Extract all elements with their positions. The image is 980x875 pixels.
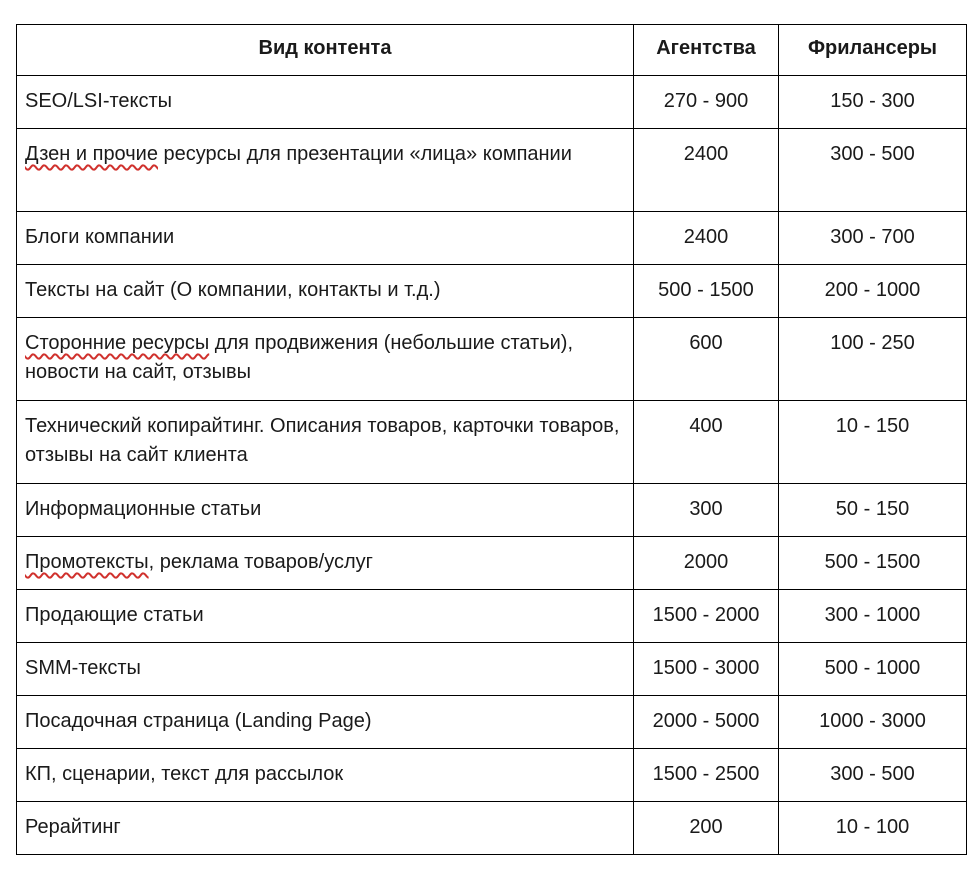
agencies-price-cell: 1500 - 2000 (634, 590, 779, 643)
freelancers-price-cell: 500 - 1500 (779, 537, 967, 590)
content-type-cell (17, 590, 634, 643)
agencies-price-cell: 600 (634, 318, 779, 401)
freelancers-price-cell: 500 - 1000 (779, 643, 967, 696)
freelancers-price-cell: 300 - 500 (779, 749, 967, 802)
freelancers-price-cell: 300 - 700 (779, 212, 967, 265)
agencies-price-cell: 300 (634, 484, 779, 537)
agencies-price-cell: 2000 - 5000 (634, 696, 779, 749)
content-type-cell (17, 401, 634, 484)
content-type-text: , реклама товаров/услуг (148, 551, 373, 573)
content-type-cell (17, 318, 634, 401)
agencies-price-cell: 500 - 1500 (634, 265, 779, 318)
content-type-cell (17, 484, 634, 537)
freelancers-price-cell: 200 - 1000 (779, 265, 967, 318)
spellcheck-underlined-text: Дзен и прочие (25, 143, 158, 165)
content-type-text: Рерайтинг (25, 816, 121, 838)
table-row (17, 212, 967, 265)
content-type-text: SMM-тексты (25, 657, 141, 679)
table-row (17, 643, 967, 696)
table-row (17, 696, 967, 749)
table-row (17, 129, 967, 212)
content-type-text: Блоги компании (25, 226, 175, 248)
spellcheck-underlined-text: Промотексты (25, 551, 149, 573)
table-row (17, 537, 967, 590)
table-row (17, 484, 967, 537)
freelancers-price-cell: 10 - 100 (779, 802, 967, 855)
content-type-cell (17, 643, 634, 696)
table-row (17, 76, 967, 129)
table-row (17, 401, 967, 484)
table-row (17, 318, 967, 401)
content-type-text: для продвижения (небольшие статьи), новости на сайт, отзывы (25, 332, 574, 383)
freelancers-price-cell: 150 - 300 (779, 76, 967, 129)
content-type-text: ресурсы для презентации «лица» компании (157, 143, 572, 165)
price-comparison-table (16, 24, 967, 855)
header-row (17, 25, 967, 76)
agencies-price-cell: 400 (634, 401, 779, 484)
agencies-price-cell: 200 (634, 802, 779, 855)
freelancers-price-cell: 300 - 1000 (779, 590, 967, 643)
content-type-text: SEO/LSI-тексты (25, 90, 173, 112)
table-row (17, 749, 967, 802)
table-row (17, 802, 967, 855)
content-type-cell (17, 749, 634, 802)
freelancers-price-cell: 300 - 500 (779, 129, 967, 212)
content-type-cell (17, 76, 634, 129)
content-type-text: Технический копирайтинг. Описания товаров, карточки товаров, отзывы на сайт клиента (25, 415, 620, 466)
content-type-cell (17, 537, 634, 590)
freelancers-price-cell: 100 - 250 (779, 318, 967, 401)
header-freelancers: Фриланcеры (779, 25, 967, 76)
freelancers-price-cell: 1000 - 3000 (779, 696, 967, 749)
agencies-price-cell: 2400 (634, 212, 779, 265)
content-type-cell (17, 802, 634, 855)
content-type-cell (17, 129, 634, 212)
agencies-price-cell: 1500 - 2500 (634, 749, 779, 802)
header-agencies: Агентства (634, 25, 779, 76)
table-header (17, 25, 967, 76)
content-type-cell (17, 696, 634, 749)
content-type-text: КП, сценарии, текст для рассылок (25, 763, 344, 785)
agencies-price-cell: 270 - 900 (634, 76, 779, 129)
table-body (17, 76, 967, 855)
content-type-text: Посадочная страница (Landing Page) (25, 710, 372, 732)
content-type-text: Тексты на сайт (О компании, контакты и т.д.) (25, 279, 441, 301)
table-row (17, 590, 967, 643)
table-row (17, 265, 967, 318)
freelancers-price-cell: 50 - 150 (779, 484, 967, 537)
content-type-cell (17, 212, 634, 265)
content-type-text: Информационные статьи (25, 498, 262, 520)
content-type-cell (17, 265, 634, 318)
header-content-type: Вид контента (17, 25, 634, 76)
agencies-price-cell: 1500 - 3000 (634, 643, 779, 696)
content-type-text: Продающие статьи (25, 604, 204, 626)
spellcheck-underlined-text: Сторонние ресурсы (25, 332, 210, 354)
freelancers-price-cell: 10 - 150 (779, 401, 967, 484)
agencies-price-cell: 2000 (634, 537, 779, 590)
agencies-price-cell: 2400 (634, 129, 779, 212)
